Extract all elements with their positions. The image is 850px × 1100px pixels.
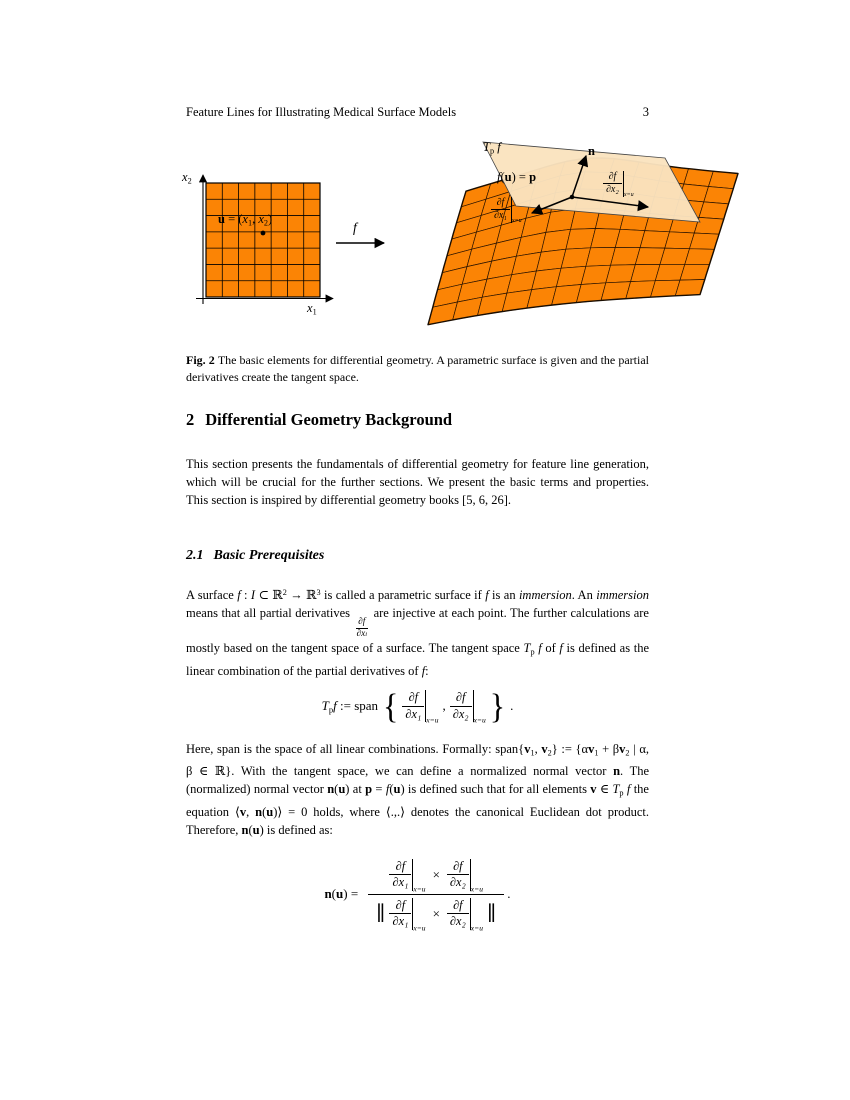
text-run: p bbox=[489, 146, 495, 156]
text-run: T bbox=[523, 641, 531, 656]
evaluated-fraction: $\frac{\partial f}{\text{∂x₁}}$ x=u bbox=[402, 690, 438, 722]
text-run: u bbox=[504, 170, 512, 184]
text-run: , bbox=[246, 804, 256, 819]
equation-lhs bbox=[322, 698, 378, 715]
text-run: ( bbox=[334, 782, 339, 797]
text-run: )⟩ = 0 holds, where ⟨.,.⟩ denotes the canonical Euclidean dot product. Therefore, bbox=[186, 804, 650, 837]
intro-paragraph bbox=[186, 455, 649, 509]
text-run: ⊂ ℝ bbox=[255, 588, 283, 603]
partial-x1-label bbox=[489, 195, 524, 223]
text-run: T bbox=[612, 782, 620, 797]
text-run: f bbox=[237, 588, 241, 603]
text-run: p bbox=[529, 170, 537, 184]
text-run: the equation ⟨ bbox=[186, 782, 649, 819]
text-run: n bbox=[241, 822, 249, 837]
text-run: . The (normalized) normal vector bbox=[186, 764, 650, 797]
text-run: T bbox=[321, 697, 329, 713]
text-run: v bbox=[239, 804, 247, 819]
text-run: f bbox=[623, 782, 631, 797]
text-run: u bbox=[218, 212, 225, 226]
text-run: 2 bbox=[282, 588, 287, 597]
text-run: n bbox=[327, 782, 335, 797]
text-run: f bbox=[497, 170, 501, 184]
tangent-space-label bbox=[483, 141, 501, 156]
text-run: n bbox=[255, 804, 263, 819]
section-title: Differential Geometry Background bbox=[205, 410, 453, 429]
subsection-heading bbox=[186, 548, 324, 564]
open-brace: { bbox=[383, 686, 399, 726]
big-fraction bbox=[368, 856, 504, 933]
text-run: u bbox=[338, 782, 346, 797]
text-run: x bbox=[242, 212, 248, 226]
text-run: is called a parametric surface if bbox=[320, 588, 486, 603]
text-run: f bbox=[534, 641, 542, 656]
evaluated-fraction: $\frac{\partial f}{\text{∂x₂}}$ x=u bbox=[447, 898, 483, 930]
subsection-title: Basic Prerequisites bbox=[213, 548, 325, 563]
normal-vector-label bbox=[588, 145, 595, 159]
text-run: , bbox=[534, 742, 542, 756]
text-run: The basic elements for differential geometry. A parametric surface is given and the partial derivatives create the tangent space. bbox=[186, 353, 649, 384]
text-run: p bbox=[365, 782, 373, 797]
text-run: u bbox=[336, 886, 344, 902]
subsection-number: 2.1 bbox=[186, 548, 204, 563]
text-run: u bbox=[252, 822, 260, 837]
period: . bbox=[507, 886, 511, 902]
x1-axis-label bbox=[307, 302, 317, 317]
text-run: v bbox=[619, 742, 626, 756]
text-run: p bbox=[328, 704, 334, 715]
evaluated-fraction: $\frac{\partial f}{\text{∂x₁}}$ x=u bbox=[389, 898, 425, 930]
text-run: | α, β ∈ ℝ}. With the tangent space, we can define a normalized normal vector bbox=[186, 742, 649, 779]
text-run: u bbox=[266, 804, 274, 819]
text-run: 2 bbox=[263, 218, 269, 228]
text-run: Fig. 2 bbox=[186, 353, 218, 367]
text-run: 2 bbox=[187, 176, 192, 186]
text-run: ) is defined as: bbox=[259, 822, 333, 837]
prerequisites-paragraph bbox=[186, 584, 649, 680]
text-run: ) bbox=[268, 212, 273, 226]
inline-fraction: $\frac{\partial f}{\partial xi}$ bbox=[356, 617, 368, 639]
text-run: f bbox=[485, 588, 489, 603]
text-run: ) = bbox=[511, 170, 530, 184]
running-title: Feature Lines for Illustrating Medical Surface Models bbox=[186, 105, 457, 119]
text-run: ( bbox=[500, 170, 505, 184]
x2-axis-label bbox=[182, 171, 192, 186]
text-run: 2 bbox=[547, 748, 552, 758]
text-run: ( bbox=[262, 804, 267, 819]
text-run: p bbox=[619, 788, 624, 798]
text-run: is defined as the linear combination of the partial derivatives of bbox=[186, 641, 649, 678]
equation-tangent-space bbox=[186, 686, 649, 726]
text-run: ) at bbox=[345, 782, 366, 797]
parameter-domain-grid bbox=[206, 183, 320, 297]
page-number: 3 bbox=[642, 105, 649, 119]
text-run: ( bbox=[389, 782, 394, 797]
text-run: 3 bbox=[316, 588, 321, 597]
text-run: T bbox=[483, 140, 490, 154]
text-run: are injective at each point. The further calculations are mostly based on the tangent space of a surface. The tangent space bbox=[186, 606, 649, 656]
text-run: n bbox=[324, 886, 332, 902]
text-run: v bbox=[524, 742, 531, 756]
normal-vector-paragraph bbox=[186, 740, 649, 839]
text-run: f bbox=[385, 782, 390, 797]
text-run: : bbox=[240, 588, 251, 603]
point-p-label bbox=[497, 171, 536, 185]
text-run: 1 bbox=[594, 748, 599, 758]
text-run: f bbox=[494, 140, 501, 154]
text-run: ∈ bbox=[596, 782, 613, 797]
text-run: , bbox=[252, 212, 259, 226]
text-run: u bbox=[393, 782, 401, 797]
evaluated-fraction: $\frac{\partial f}{\text{∂x₁}}$ x=u bbox=[491, 197, 522, 223]
text-run: of bbox=[541, 641, 560, 656]
text-run: x bbox=[258, 212, 264, 226]
equation-lhs bbox=[324, 886, 358, 902]
text-run: 1 bbox=[312, 307, 317, 317]
text-run: x bbox=[182, 170, 188, 184]
text-run: p bbox=[530, 647, 535, 657]
figure-caption bbox=[186, 352, 649, 385]
text-run: ( bbox=[331, 886, 337, 902]
figure-canvas bbox=[180, 125, 760, 349]
text-run: 1 bbox=[530, 748, 535, 758]
close-brace: } bbox=[489, 686, 506, 726]
comma: , bbox=[442, 698, 446, 713]
equation-normal-vector bbox=[186, 856, 649, 933]
partial-x2-label bbox=[601, 169, 636, 197]
text-run: immersion bbox=[596, 588, 649, 603]
text-run: f bbox=[421, 663, 426, 678]
text-run: ( bbox=[248, 822, 253, 837]
text-run: + β bbox=[598, 742, 620, 756]
text-run: v bbox=[590, 782, 597, 797]
text-run: 1 bbox=[247, 218, 253, 228]
text-run: Here, span is the space of all linear combinations. Formally: span{ bbox=[186, 742, 525, 756]
evaluated-fraction: $\frac{\partial f}{\text{∂x₂}}$ x=u bbox=[603, 171, 634, 197]
text-run: f bbox=[333, 697, 337, 713]
text-run: f bbox=[559, 641, 563, 656]
map-function-label: f bbox=[353, 220, 357, 235]
text-run: means that all partial derivatives bbox=[186, 606, 354, 621]
text-run: → ℝ bbox=[286, 588, 317, 603]
text-run: n bbox=[588, 144, 595, 158]
text-run: : bbox=[425, 663, 429, 678]
page-header bbox=[186, 105, 649, 120]
section-number: 2 bbox=[186, 410, 195, 429]
text-run: n bbox=[613, 764, 621, 779]
text-run: = bbox=[372, 782, 386, 797]
times-sign: × bbox=[432, 905, 440, 921]
figure-2 bbox=[180, 125, 760, 349]
evaluated-fraction: $\frac{\partial f}{\text{∂x₁}}$ x=u bbox=[389, 859, 425, 891]
text-run: I bbox=[250, 588, 256, 603]
text-run: = ( bbox=[224, 212, 243, 226]
text-run: . An bbox=[571, 588, 597, 603]
text-run: v bbox=[541, 742, 548, 756]
text-run: This section presents the fundamentals of differential geometry for feature line generation, which will be crucial for the further sections. We present the basic terms and properties. This section is inspired by differential geometry books [5, 6, 26]. bbox=[186, 457, 649, 507]
times-sign: × bbox=[432, 866, 440, 882]
u-point-label bbox=[218, 213, 272, 228]
text-run: v bbox=[588, 742, 595, 756]
text-run: 2 bbox=[625, 748, 630, 758]
text-run: x bbox=[307, 301, 313, 315]
text-run: ) = bbox=[343, 886, 359, 902]
fraction-numerator bbox=[381, 856, 491, 894]
text-run: is an bbox=[488, 588, 519, 603]
text-run: ) is defined such that for all elements bbox=[400, 782, 591, 797]
text-run: A surface bbox=[186, 588, 238, 603]
text-run: } := {α bbox=[551, 742, 589, 756]
period: . bbox=[510, 698, 514, 713]
evaluated-fraction: $\frac{\partial f}{\text{∂x₂}}$ x=u bbox=[447, 859, 483, 891]
evaluated-fraction: $\frac{\partial f}{\text{∂x₂}}$ x=u bbox=[450, 690, 486, 722]
section-heading bbox=[186, 410, 452, 430]
text-run: immersion bbox=[518, 588, 572, 603]
fraction-denominator: ∥ $\frac{\partial f}{\text{∂x₁}}$ x=u × $\frac{\partial f}{\text{∂x₂}}$ x=u ∥ bbox=[368, 894, 504, 933]
text-run: := span bbox=[336, 697, 379, 713]
